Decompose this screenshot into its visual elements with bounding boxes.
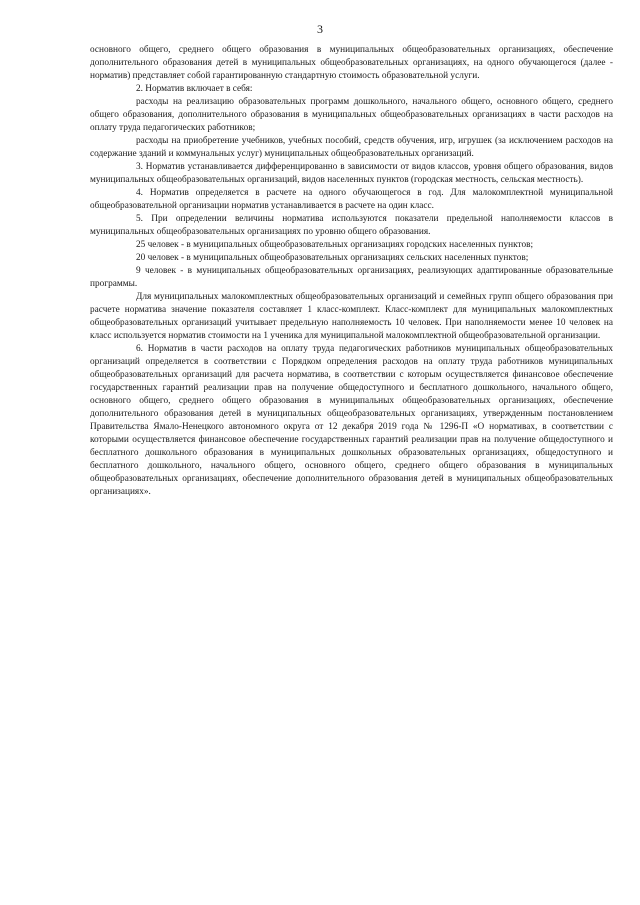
page-number: 3 — [317, 22, 323, 36]
paragraph-10: 9 человек - в муниципальных общеобразовательных организациях, реализующих адаптированные образовательные программы. — [90, 266, 613, 289]
paragraph-1: основного общего, среднего общего образования в муниципальных общеобразовательных организациях, обеспечение дополнительного образования детей в муниципальных общеобразовательных организациях, на одного обучающегося (далее - норматив) представляет собой гарантированную стандартную стоимость образовательной услуги. — [90, 45, 613, 81]
paragraph-9: 20 человек - в муниципальных общеобразовательных организациях сельских населенных пунктов; — [136, 253, 529, 263]
paragraph-2: 2. Норматив включает в себя: — [136, 84, 253, 94]
paragraph-3: расходы на реализацию образовательных программ дошкольного, начального общего, основного общего, среднего общего образования, дополнительного образования в муниципальных общеобразовательных организациях в части расходов на оплату труда педагогических работников; — [90, 97, 613, 133]
paragraph-6: 4. Норматив определяется в расчете на одного обучающегося в год. Для малокомплектной муниципальной общеобразовательной организации норматив устанавливается в расчете на один класс. — [90, 188, 613, 211]
paragraph-12: 6. Норматив в части расходов на оплату труда педагогических работников муниципальных общеобразовательных организаций определяется в соответствии с Порядком определения расходов на оплату труда работников муниципальных общеобразовательных организаций для расчета норматива, в соответствии с которым осуществляется финансовое обеспечение государственных гарантий реализации прав на получение общедоступного и бесплатного дошкольного, начального общего, основного общего, среднего общего образования в муниципальных общеобразовательных организациях, обеспечение дополнительного образования детей в муниципальных общеобразовательных организациях, утвержденным постановлением Правительства Ямало-Ненецкого автономного округа от 12 декабря 2019 года № 1296-П «О нормативах, в соответствии с которыми осуществляется финансовое обеспечение государственных гарантий реализации прав на получение общедоступного и бесплатного дошкольного образования в муниципальных дошкольных образовательных организациях, общедоступного и бесплатного дошкольного, начального общего, основного общего, среднего общего образования в муниципальных общеобразовательных организациях, обеспечение дополнительного образования детей в муниципальных общеобразовательных организациях». — [90, 344, 613, 497]
paragraph-8: 25 человек - в муниципальных общеобразовательных организациях городских населенных пунктов; — [136, 240, 534, 250]
paragraph-7: 5. При определении величины норматива используются показатели предельной наполняемости классов в муниципальных общеобразовательных организациях по уровню общего образования. — [90, 214, 613, 237]
paragraph-4: расходы на приобретение учебников, учебных пособий, средств обучения, игр, игрушек (за исключением расходов на содержание зданий и коммунальных услуг) муниципальных общеобразовательных организаций. — [90, 136, 613, 159]
paragraph-11: Для муниципальных малокомплектных общеобразовательных организаций и семейных групп общего образования при расчете норматива значение показателя составляет 1 класс-комплект. Класс-комплект для муниципальных малокомплектных общеобразовательных организаций учитывает предельную наполняемость 10 человек. При наполняемости менее 10 человек на класс используется норматив стоимости на 1 ученика для муниципальной малокомплектной общеобразовательной организации. — [90, 292, 613, 341]
paragraph-5: 3. Норматив устанавливается дифференцированно в зависимости от видов классов, уровня общего образования, видов муниципальных общеобразовательных организаций, видов населенных пунктов (городская местность, сельская местность). — [90, 162, 613, 185]
document-body — [90, 44, 613, 499]
